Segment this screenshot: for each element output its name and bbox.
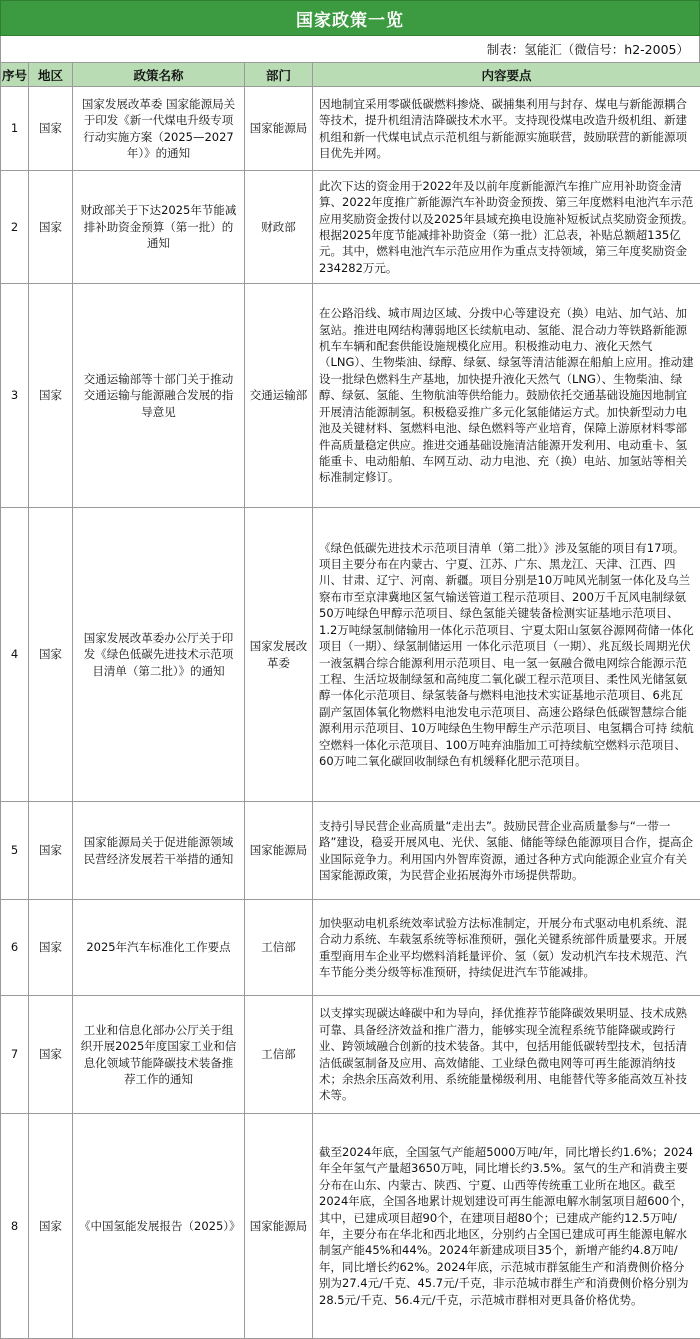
row-policy-name: 国家能源局关于促进能源领域民营经济发展若干举措的通知 bbox=[73, 802, 245, 900]
row-policy-name: 2025年汽车标准化工作要点 bbox=[73, 900, 245, 996]
row-no: 2 bbox=[1, 171, 29, 284]
credit-line: 制表：氢能汇（微信号：h2-2005） bbox=[0, 36, 700, 62]
table-row bbox=[1, 171, 700, 284]
row-department: 工信部 bbox=[245, 996, 313, 1114]
row-no: 1 bbox=[1, 87, 29, 171]
row-department: 国家能源局 bbox=[245, 802, 313, 900]
row-policy-name: 工业和信息化部办公厅关于组织开展2025年度国家工业和信息化领域节能降碳技术装备推荐工作的通知 bbox=[73, 996, 245, 1114]
row-content: 在公路沿线、城市周边区域、分拨中心等建设充（换）电站、加气站、加氢站。推进电网结构薄弱地区长续航电动、氢能、混合动力等铁路新能源机车车辆和配套供能设施规模化应用。积极推动电力、液化天然气（LNG）、生物柴油、绿醇、绿氨、绿氢等清洁能源在船舶上应用。推动建设一批绿色燃料生产基地，加快提升液化天然气（LNG）、生物柴油、绿醇、绿氨、氢能、生物航油等供给能力。鼓励依托交通基础设施因地制宜开展清洁能源制氢。积极稳妥推广多元化氢能储运方式。加快新型动力电池及关键材料、氢燃料电池、绿色燃料等产业培育，保障上游原材料零部件高质量稳定供应。推进交通基础设施清洁能源开发利用、电动重卡、氢能重卡、电动船舶、车网互动、动力电池、充（换）电站、加氢站等相关标准制定修订。 bbox=[313, 284, 700, 508]
row-policy-name: 《中国氢能发展报告（2025）》 bbox=[73, 1114, 245, 1339]
row-region: 国家 bbox=[29, 508, 73, 802]
policy-table bbox=[0, 62, 700, 1339]
row-content: 此次下达的资金用于2022年及以前年度新能源汽车推广应用补助资金清算、2022年度推广新能源汽车补助资金预拨、第三年度燃料电池汽车示范应用奖励资金拨付以及2025年县域充换电设施补短板试点奖励资金预拨。根据2025年度节能减排补助资金（第一批）汇总表，补贴总额超135亿元。其中，燃料电池汽车示范应用作为重点支持领域，第三年度奖励资金234282万元。 bbox=[313, 171, 700, 284]
row-department: 工信部 bbox=[245, 900, 313, 996]
row-policy-name: 交通运输部等十部门关于推动交通运输与能源融合发展的指导意见 bbox=[73, 284, 245, 508]
header-policy-name: 政策名称 bbox=[73, 63, 245, 87]
row-region: 国家 bbox=[29, 996, 73, 1114]
row-no: 3 bbox=[1, 284, 29, 508]
row-no: 7 bbox=[1, 996, 29, 1114]
row-no: 8 bbox=[1, 1114, 29, 1339]
row-content: 截至2024年底，全国氢气产能超5000万吨/年，同比增长约1.6%；2024年全年氢气产量超3650万吨，同比增长约3.5%。氢气的生产和消费主要分布在山东、内蒙古、陕西、宁夏、山西等传统重工业所在地区。截至2024年底，全国各地累计规划建设可再生能源电解水制氢项目超600个，其中，已建成项目超90个，在建项目超80个；已建成产能约12.5万吨/年，主要分布在华北和西北地区，分别约占全国已建成可再生能源电解水制氢产能45%和44%。2024年新建成项目35个，新增产能约4.8万吨/年，同比增长约62%。2024年底，示范城市群氢能生产和消费侧价格分别为27.4元/千克、45.7元/千克，非示范城市群生产和消费侧价格分别为28.5元/千克、56.4元/千克，示范城市群相对更具备价格优势。 bbox=[313, 1114, 700, 1339]
row-department: 国家发展改革委 bbox=[245, 508, 313, 802]
row-policy-name: 财政部关于下达2025年节能减排补助资金预算（第一批）的通知 bbox=[73, 171, 245, 284]
row-region: 国家 bbox=[29, 900, 73, 996]
row-department: 国家能源局 bbox=[245, 87, 313, 171]
row-region: 国家 bbox=[29, 87, 73, 171]
table-row bbox=[1, 284, 700, 508]
row-department: 国家能源局 bbox=[245, 1114, 313, 1339]
row-region: 国家 bbox=[29, 802, 73, 900]
row-no: 4 bbox=[1, 508, 29, 802]
header-no: 序号 bbox=[1, 63, 29, 87]
row-content: 加快驱动电机系统效率试验方法标准制定，开展分布式驱动电机系统、混合动力系统、车载氢系统等标准预研，强化关键系统部件质量要求。开展重型商用车企业平均燃料消耗量评价、氢（氨）发动机汽车技术规范、汽车节能分类分级等标准预研，持续促进汽车节能减排。 bbox=[313, 900, 700, 996]
row-region: 国家 bbox=[29, 171, 73, 284]
table-row bbox=[1, 87, 700, 171]
row-content: 《绿色低碳先进技术示范项目清单（第二批）》涉及氢能的项目有17项。项目主要分布在内蒙古、宁夏、江苏、广东、黑龙江、天津、江西、四川、甘肃、辽宁、河南、新疆。项目分别是10万吨风光制氢一体化及乌兰察布市至京津冀地区氢气输送管道工程示范项目、200万千瓦风电制绿氨50万吨绿色甲醇示范项目、绿色氢能关键装备检测实证基地示范项目、1.2万吨绿氢制储输用一体化示范项目、宁夏太阳山氢氨谷源网荷储一体化项目（一期）、绿氢制储运用 一体化示范项目（一期）、兆瓦级长周期光伏一液氢耦合综合能源利用示范项目、电一氢一氨融合微电网综合能源示范工程、生活垃圾制绿氢和高纯度二氧化碳工程示范项目、柔性风光储氢氨醇一体化示范项目、绿氢装备与燃料电池技术实证基地示范项目、6兆瓦副产氢固体氧化物燃料电池发电示范项目、高速公路绿色低碳智慧综合能源利用示范项目、10万吨绿色生物甲醇生产示范项目、电氢耦合可持 续航空燃料一体化示范项目、100万吨弃油脂加工可持续航空燃料示范项目、60万吨二氧化碳回收制绿色有机缓释化肥示范项目。 bbox=[313, 508, 700, 802]
header-department: 部门 bbox=[245, 63, 313, 87]
row-policy-name: 国家发展改革委办公厅关于印发《绿色低碳先进技术示范项目清单（第二批）》的通知 bbox=[73, 508, 245, 802]
table-row bbox=[1, 996, 700, 1114]
row-region: 国家 bbox=[29, 1114, 73, 1339]
table-row bbox=[1, 1114, 700, 1339]
row-region: 国家 bbox=[29, 284, 73, 508]
row-content: 支持引导民营企业高质量“走出去”。鼓励民营企业高质量参与“一带一路”建设，稳妥开展风电、光伏、氢能、储能等绿色能源项目合作，提高企业国际竞争力。利用国内外智库资源，通过各种方式向能源企业宣介有关国家能源政策，为民营企业拓展海外市场提供帮助。 bbox=[313, 802, 700, 900]
row-no: 5 bbox=[1, 802, 29, 900]
table-row bbox=[1, 508, 700, 802]
table-row bbox=[1, 802, 700, 900]
row-no: 6 bbox=[1, 900, 29, 996]
row-department: 财政部 bbox=[245, 171, 313, 284]
table-row bbox=[1, 900, 700, 996]
row-department: 交通运输部 bbox=[245, 284, 313, 508]
header-region: 地区 bbox=[29, 63, 73, 87]
row-content: 因地制宜采用零碳低碳燃料掺烧、碳捕集利用与封存、煤电与新能源耦合等技术，提升机组清洁降碳技术水平。支持现役煤电改造升级机组、新建机组和新一代煤电试点示范机组与新能源实施联营，鼓励联营的新能源项目优先并网。 bbox=[313, 87, 700, 171]
table-header-row bbox=[1, 63, 700, 87]
row-content: 以支撑实现碳达峰碳中和为导向，择优推荐节能降碳效果明显、技术成熟可靠、具备经济效益和推广潜力，能够实现全流程系统节能降碳或跨行业、跨领域融合创新的技术装备。其中，包括用能低碳转型技术，包括清洁低碳氢制备及应用、高效储能、工业绿色微电网等可再生能源消纳技术；余热余压高效利用、系统能量梯级利用、电能替代等多能高效互补技术等。 bbox=[313, 996, 700, 1114]
header-content: 内容要点 bbox=[313, 63, 700, 87]
page-title: 国家政策一览 bbox=[0, 0, 700, 36]
row-policy-name: 国家发展改革委 国家能源局关于印发《新一代煤电升级专项行动实施方案（2025—2027年）》的通知 bbox=[73, 87, 245, 171]
